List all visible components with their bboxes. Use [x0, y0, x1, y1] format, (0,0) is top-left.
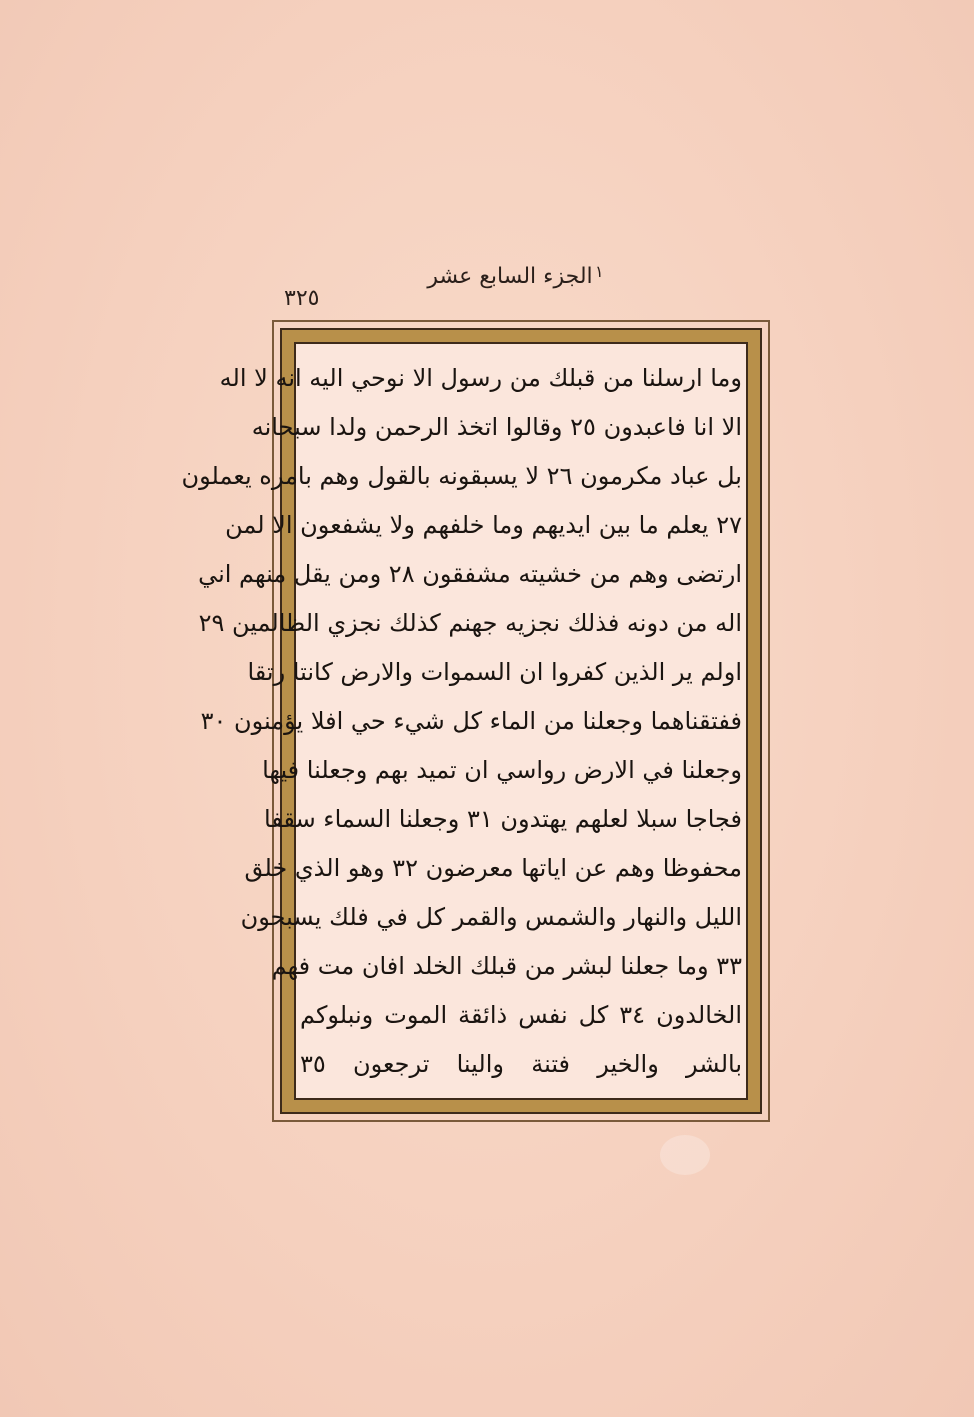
text-line: الا انا فاعبدون ٢٥ وقالوا اتخذ الرحمن ولدا سبحانه	[251, 413, 742, 441]
quran-text-block	[181, 352, 742, 1092]
text-line: وجعلنا في الارض رواسي ان تميد بهم وجعلنا فيها	[262, 756, 742, 784]
text-line: الليل والنهار والشمس والقمر كل في فلك يسبحون	[240, 903, 742, 931]
text-line: اولم ير الذين كفروا ان السموات والارض كانتا رتقا	[247, 658, 742, 686]
text-line: محفوظا وهم عن اياتها معرضون ٣٢ وهو الذي خلق	[244, 854, 742, 882]
text-line: اله من دونه فذلك نجزيه جهنم كذلك نجزي الظالمين ٢٩	[198, 609, 742, 637]
paper-stain	[660, 1135, 710, 1175]
text-line: الخالدون ٣٤ كل نفس ذائقة الموت ونبلوكم	[300, 1001, 742, 1029]
text-line: بل عباد مكرمون ٢٦ لا يسبقونه بالقول وهم بامره يعملون	[181, 462, 742, 490]
text-line: ٣٣ وما جعلنا لبشر من قبلك الخلد افان مت فهم	[271, 952, 742, 980]
text-line: بالشر والخير فتنة والينا ترجعون ٣٥	[300, 1050, 742, 1078]
juz-marker: ١	[595, 262, 604, 281]
text-line: ففتقناهما وجعلنا من الماء كل شيء حي افلا يؤمنون ٣٠	[200, 707, 742, 735]
text-line: فجاجا سبلا لعلهم يهتدون ٣١ وجعلنا السماء سقفا	[263, 805, 742, 833]
text-line: ارتضى وهم من خشيته مشفقون ٢٨ ومن يقل منهم اني	[198, 560, 742, 588]
text-line: ٢٧ يعلم ما بين ايديهم وما خلفهم ولا يشفعون الا لمن	[225, 511, 742, 539]
text-line: وما ارسلنا من قبلك من رسول الا نوحي اليه انه لا اله	[219, 364, 742, 392]
page-number: ٣٢٥	[284, 286, 320, 311]
juz-title: الجزء السابع عشر	[427, 264, 593, 289]
